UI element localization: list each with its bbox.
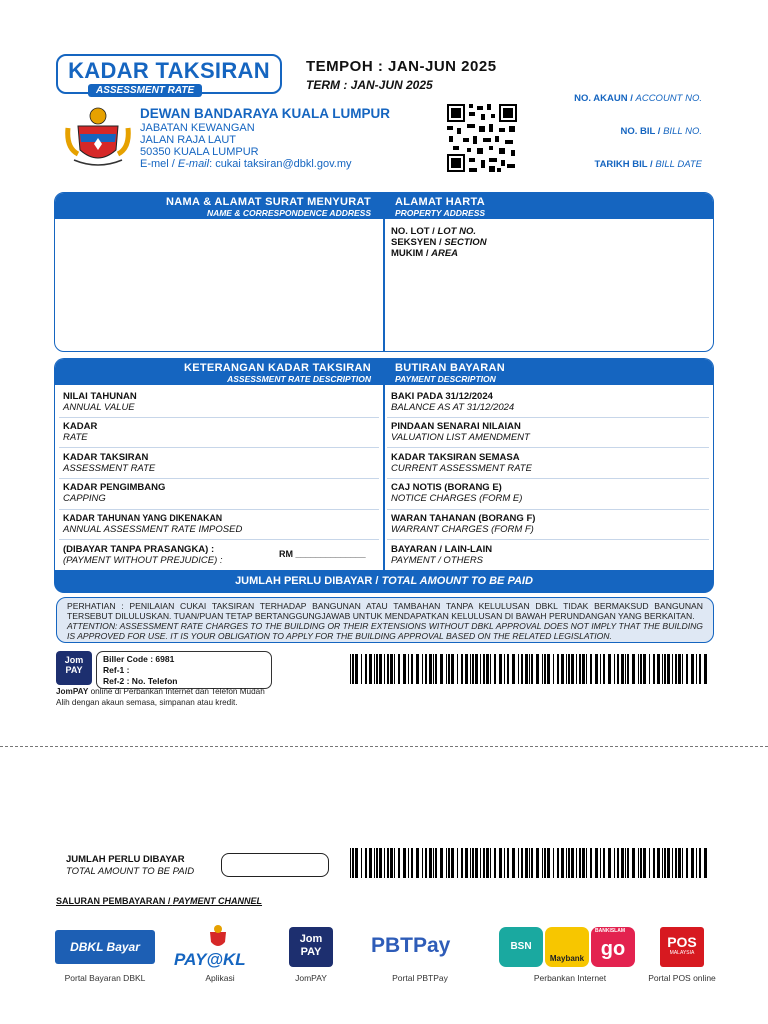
barcode-bar xyxy=(518,654,519,684)
slip-total-label-en: TOTAL AMOUNT TO BE PAID xyxy=(66,866,195,877)
barcode-bar xyxy=(691,654,694,684)
barcode-bar xyxy=(475,848,478,878)
notice-ms: PERHATIAN : PENILAIAN CUKAI TAKSIRAN TERHADAP BANGUNAN ATAU TAMBAHAN TANPA KELULUSAN DBKL TIDAK BERMAKSUD BANGUNAN TERSEBUT DILULUSKAN. TUAN/PUAN TETAP BERTANGGUNGJAWAB UNTUK MENDAPATKAN KELULUSAN DI BAWAH PERUNDANGAN YANG BERKAITAN. xyxy=(67,601,703,621)
barcode-bar xyxy=(521,848,523,878)
barcode-bar xyxy=(553,848,554,878)
qr-code-icon[interactable] xyxy=(445,102,519,174)
barcode-bar xyxy=(521,654,523,684)
barcode-bar xyxy=(350,848,351,878)
barcode-bar xyxy=(490,848,491,878)
bank-islam-go-logo[interactable]: go xyxy=(591,927,635,967)
barcode-bar xyxy=(547,654,550,684)
barcode-bar xyxy=(586,654,587,684)
barcode-bar xyxy=(384,654,385,684)
barcode-bar xyxy=(365,654,367,684)
area-label: MUKIM / AREA xyxy=(391,248,459,259)
notice-en: ATTENTION: ASSESSMENT RATE CHARGES TO THE BUILDING OR THEIR EXTENSIONS WITHOUT DBKL APPROVAL DOES NOT IMPLY THAT THE BUILDING IS APPROVED FOR USE. IT IS YOUR OBLIGATION TO APPLY FOR THE BUILDING APPROVAL BASED ON THE RELATED LEGISLATION. xyxy=(67,621,703,641)
logo-title: KADAR TAKSIRAN xyxy=(68,58,270,83)
address-line-1: JALAN RAJA LAUT xyxy=(140,134,236,146)
term-title: TERM : JAN-JUN 2025 xyxy=(306,78,433,92)
barcode-bar xyxy=(361,654,362,684)
barcode-bar xyxy=(416,848,419,878)
barcode-bar xyxy=(667,654,670,684)
barcode-bar xyxy=(678,848,681,878)
assessment-rate-label-en: ASSESSMENT RATE xyxy=(63,463,156,474)
barcode-bar xyxy=(640,848,642,878)
barcode-bar xyxy=(355,654,358,684)
jompay-channel-logo[interactable]: Jom PAY xyxy=(289,927,333,967)
barcode-bar xyxy=(682,654,683,684)
barcode-icon xyxy=(350,654,710,684)
payment-others-label-en: PAYMENT / OTHERS xyxy=(391,555,484,566)
cut-line xyxy=(0,746,768,747)
barcode-bar xyxy=(507,654,509,684)
barcode-bar xyxy=(566,848,567,878)
barcode-bar xyxy=(490,654,491,684)
jompay-logo-icon: Jom PAY xyxy=(56,651,92,685)
barcode-bar xyxy=(561,654,564,684)
barcode-bar xyxy=(499,848,502,878)
barcode-bar xyxy=(398,654,400,684)
barcode-bar xyxy=(682,848,683,878)
valuation-amend-label-en: VALUATION LIST AMENDMENT xyxy=(391,432,530,443)
barcode-bar xyxy=(435,654,437,684)
barcode-bar xyxy=(446,654,447,684)
row-divider xyxy=(387,447,709,448)
barcode-bar xyxy=(657,848,660,878)
barcode-bar xyxy=(448,654,450,684)
barcode-bar xyxy=(571,654,574,684)
barcode-bar xyxy=(590,654,592,684)
caption-app: Aplikasi xyxy=(205,973,235,983)
jompay-note: JomPAY online di Perbankan Internet dan Telefon Mudah Alih dengan akaun semasa, simpanan atau kredit. xyxy=(56,687,265,707)
valuation-amend-label: PINDAAN SENARAI NILAIAN xyxy=(391,421,521,432)
row-divider xyxy=(59,478,379,479)
barcode-bar xyxy=(542,654,543,684)
slip-barcode-icon xyxy=(350,848,710,878)
rate-divider xyxy=(383,385,385,570)
annual-value-label: NILAI TAHUNAN xyxy=(63,391,137,402)
barcode-bar xyxy=(512,848,515,878)
current-rate-label-en: CURRENT ASSESSMENT RATE xyxy=(391,463,532,474)
barcode-bar xyxy=(595,848,598,878)
maybank-logo[interactable]: Maybank xyxy=(545,927,589,967)
barcode-bar xyxy=(632,654,635,684)
barcode-bar xyxy=(387,654,389,684)
bill-date-label: TARIKH BIL / BILL DATE xyxy=(594,159,702,170)
slip-total-field[interactable] xyxy=(221,853,329,877)
barcode-bar xyxy=(525,848,528,878)
payment-desc-title: BUTIRAN BAYARAN xyxy=(395,362,506,374)
barcode-bar xyxy=(621,848,624,878)
barcode-bar xyxy=(398,848,400,878)
paykl-crest-icon xyxy=(204,924,232,952)
barcode-bar xyxy=(649,654,650,684)
barcode-bar xyxy=(675,654,677,684)
biller-code: Biller Code : 6981 xyxy=(103,654,175,664)
caption-pos: Portal POS online xyxy=(648,973,716,983)
barcode-bar xyxy=(457,654,458,684)
barcode-bar xyxy=(582,848,585,878)
barcode-bar xyxy=(571,848,574,878)
barcode-bar xyxy=(451,848,454,878)
barcode-bar xyxy=(608,848,611,878)
barcode-bar xyxy=(544,654,546,684)
barcode-bar xyxy=(696,654,697,684)
assessment-rate-label: KADAR TAKSIRAN xyxy=(63,452,149,463)
barcode-bar xyxy=(387,848,389,878)
barcode-bar xyxy=(425,654,427,684)
barcode-bar xyxy=(457,848,458,878)
barcode-bar xyxy=(504,654,505,684)
barcode-bar xyxy=(352,654,354,684)
barcode-bar xyxy=(542,848,543,878)
barcode-bar xyxy=(643,848,646,878)
barcode-bar xyxy=(376,654,378,684)
row-divider xyxy=(59,417,379,418)
payment-channel-title: SALURAN PEMBAYARAN / PAYMENT CHANNEL xyxy=(56,896,263,906)
caption-internet-banking: Perbankan Internet xyxy=(533,973,607,983)
barcode-bar xyxy=(643,654,646,684)
rate-label-en: RATE xyxy=(63,432,88,443)
barcode-bar xyxy=(582,654,585,684)
barcode-bar xyxy=(627,654,629,684)
balance-label-en: BALANCE AS AT 31/12/2024 xyxy=(391,402,515,413)
barcode-bar xyxy=(576,654,577,684)
barcode-bar xyxy=(361,848,362,878)
total-amount-bar: JUMLAH PERLU DIBAYAR / TOTAL AMOUNT TO BE PAID xyxy=(54,570,714,593)
barcode-bar xyxy=(561,848,564,878)
property-subtitle: PROPERTY ADDRESS xyxy=(395,208,486,218)
payment-desc-subtitle: PAYMENT DESCRIPTION xyxy=(395,374,496,384)
barcode-bar xyxy=(625,654,626,684)
barcode-bar xyxy=(614,654,615,684)
barcode-bar xyxy=(480,654,481,684)
barcode-bar xyxy=(470,848,471,878)
barcode-bar xyxy=(461,654,463,684)
barcode-bar xyxy=(475,654,478,684)
barcode-bar xyxy=(557,848,559,878)
row-divider xyxy=(387,509,709,510)
barcode-bar xyxy=(429,654,432,684)
barcode-bar xyxy=(429,848,432,878)
barcode-bar xyxy=(480,848,481,878)
barcode-bar xyxy=(614,848,615,878)
barcode-bar xyxy=(557,654,559,684)
address-divider xyxy=(383,219,385,351)
barcode-bar xyxy=(653,654,655,684)
barcode-bar xyxy=(470,654,471,684)
barcode-bar xyxy=(617,848,619,878)
email-line: E-mel / E-mail: cukai taksiran@dbkl.gov.my xyxy=(140,158,352,170)
row-divider xyxy=(387,539,709,540)
barcode-bar xyxy=(448,848,450,878)
barcode-bar xyxy=(494,848,496,878)
barcode-bar xyxy=(653,848,655,878)
barcode-bar xyxy=(374,848,375,878)
barcode-bar xyxy=(704,848,707,878)
barcode-bar xyxy=(621,654,624,684)
annual-imposed-label-en: ANNUAL ASSESSMENT RATE IMPOSED xyxy=(63,524,243,535)
barcode-bar xyxy=(672,848,673,878)
barcode-bar xyxy=(586,848,587,878)
barcode-bar xyxy=(451,654,454,684)
barcode-bar xyxy=(576,848,577,878)
barcode-bar xyxy=(504,848,505,878)
barcode-bar xyxy=(369,654,372,684)
barcode-bar xyxy=(600,654,601,684)
barcode-bar xyxy=(507,848,509,878)
barcode-bar xyxy=(352,848,354,878)
barcode-bar xyxy=(531,654,533,684)
rate-desc-subtitle: ASSESSMENT RATE DESCRIPTION xyxy=(227,374,371,384)
biller-box xyxy=(96,651,272,689)
attention-notice xyxy=(56,597,714,643)
account-no-label: NO. AKAUN / ACCOUNT NO. xyxy=(574,93,702,104)
notice-charges-label-en: NOTICE CHARGES (FORM E) xyxy=(391,493,523,504)
capping-label: KADAR PENGIMBANG xyxy=(63,482,166,493)
caption-pbtpay: Portal PBTPay xyxy=(392,973,448,983)
without-prejudice-label-en: (PAYMENT WITHOUT PREJUDICE) : xyxy=(63,555,223,566)
pos-logo[interactable]: POS MALAYSIA xyxy=(660,927,704,967)
barcode-bar xyxy=(394,654,395,684)
row-divider xyxy=(59,509,379,510)
address-panel xyxy=(54,192,714,352)
barcode-bar xyxy=(403,654,406,684)
row-divider xyxy=(59,447,379,448)
barcode-bar xyxy=(390,848,393,878)
ref2: Ref-2 : No. Telefon xyxy=(103,676,178,686)
barcode-bar xyxy=(625,848,626,878)
barcode-bar xyxy=(632,848,635,878)
barcode-bar xyxy=(686,848,688,878)
barcode-bar xyxy=(672,654,673,684)
barcode-bar xyxy=(536,654,539,684)
bill-no-label: NO. BIL / BILL NO. xyxy=(620,126,702,137)
barcode-bar xyxy=(686,654,688,684)
row-divider xyxy=(387,478,709,479)
rate-panel-header xyxy=(55,359,713,385)
bank-islam-label: BANKISLAM xyxy=(595,928,625,934)
dept-name: JABATAN KEWANGAN xyxy=(140,122,255,134)
barcode-bar xyxy=(638,654,639,684)
barcode-bar xyxy=(425,848,427,878)
barcode-bar xyxy=(678,654,681,684)
barcode-bar xyxy=(365,848,367,878)
barcode-bar xyxy=(394,848,395,878)
barcode-bar xyxy=(486,654,489,684)
dbkl-bayar-logo[interactable]: DBKL Bayar xyxy=(55,930,155,964)
correspondence-title: NAMA & ALAMAT SURAT MENYURAT xyxy=(166,196,371,208)
barcode-bar xyxy=(529,848,530,878)
barcode-bar xyxy=(411,654,413,684)
ref1: Ref-1 : xyxy=(103,665,130,675)
barcode-bar xyxy=(595,654,598,684)
barcode-bar xyxy=(486,848,489,878)
barcode-bar xyxy=(531,848,533,878)
barcode-bar xyxy=(483,848,485,878)
current-rate-label: KADAR TAKSIRAN SEMASA xyxy=(391,452,520,463)
barcode-bar xyxy=(376,848,378,878)
barcode-bar xyxy=(435,848,437,878)
warrant-charges-label-en: WARRANT CHARGES (FORM F) xyxy=(391,524,534,535)
barcode-bar xyxy=(499,654,502,684)
barcode-bar xyxy=(640,654,642,684)
barcode-bar xyxy=(446,848,447,878)
barcode-bar xyxy=(699,848,701,878)
capping-label-en: CAPPING xyxy=(63,493,106,504)
caption-dbkl: Portal Bayaran DBKL xyxy=(64,973,146,983)
section-label: SEKSYEN / SECTION xyxy=(391,237,487,248)
barcode-bar xyxy=(608,654,611,684)
barcode-bar xyxy=(416,654,419,684)
row-divider xyxy=(387,417,709,418)
property-title: ALAMAT HARTA xyxy=(395,196,485,208)
barcode-bar xyxy=(379,654,382,684)
caption-jompay: JomPAY xyxy=(295,973,327,983)
logo-subtitle: ASSESSMENT RATE xyxy=(88,84,202,97)
barcode-bar xyxy=(433,848,434,878)
barcode-bar xyxy=(568,654,570,684)
barcode-bar xyxy=(422,848,423,878)
correspondence-subtitle: NAME & CORRESPONDENCE ADDRESS xyxy=(206,208,371,218)
barcode-bar xyxy=(433,654,434,684)
barcode-bar xyxy=(483,654,485,684)
barcode-bar xyxy=(568,848,570,878)
barcode-bar xyxy=(440,654,443,684)
slip-total-label: JUMLAH PERLU DIBAYAR xyxy=(66,854,185,865)
barcode-bar xyxy=(638,848,639,878)
paykl-logo[interactable]: PAY@KL xyxy=(174,950,246,969)
without-prejudice-label: (DIBAYAR TANPA PRASANGKA) : xyxy=(63,544,215,555)
barcode-bar xyxy=(408,848,409,878)
period-title: TEMPOH : JAN-JUN 2025 xyxy=(306,58,497,75)
address-panel-header xyxy=(55,193,713,219)
barcode-bar xyxy=(529,654,530,684)
barcode-bar xyxy=(379,848,382,878)
org-name: DEWAN BANDARAYA KUALA LUMPUR xyxy=(140,106,391,121)
barcode-bar xyxy=(422,654,423,684)
barcode-bar xyxy=(390,654,393,684)
barcode-bar xyxy=(411,848,413,878)
barcode-bar xyxy=(547,848,550,878)
rate-desc-title: KETERANGAN KADAR TAKSIRAN xyxy=(184,362,371,374)
barcode-bar xyxy=(465,848,468,878)
barcode-bar xyxy=(667,848,670,878)
barcode-bar xyxy=(494,654,496,684)
barcode-bar xyxy=(603,848,605,878)
barcode-bar xyxy=(536,848,539,878)
barcode-bar xyxy=(579,848,581,878)
barcode-bar xyxy=(675,848,677,878)
barcode-bar xyxy=(525,654,528,684)
annual-imposed-label: KADAR TAHUNAN YANG DIKENAKAN xyxy=(63,513,223,523)
barcode-bar xyxy=(440,848,443,878)
barcode-bar xyxy=(579,654,581,684)
barcode-bar xyxy=(627,848,629,878)
barcode-bar xyxy=(617,654,619,684)
barcode-bar xyxy=(600,848,601,878)
barcode-bar xyxy=(355,848,358,878)
barcode-bar xyxy=(590,848,592,878)
barcode-bar xyxy=(544,848,546,878)
barcode-bar xyxy=(472,654,474,684)
barcode-bar xyxy=(553,654,554,684)
barcode-bar xyxy=(518,848,519,878)
barcode-bar xyxy=(374,654,375,684)
address-line-2: 50350 KUALA LUMPUR xyxy=(140,146,259,158)
dbkl-crest-icon xyxy=(64,104,132,172)
rm-field: RM ______________ xyxy=(279,549,366,559)
barcode-bar xyxy=(465,654,468,684)
barcode-bar xyxy=(657,654,660,684)
barcode-bar xyxy=(472,848,474,878)
warrant-charges-label: WARAN TAHANAN (BORANG F) xyxy=(391,513,536,524)
barcode-bar xyxy=(603,654,605,684)
barcode-bar xyxy=(512,654,515,684)
barcode-bar xyxy=(566,654,567,684)
barcode-bar xyxy=(662,654,663,684)
barcode-bar xyxy=(704,654,707,684)
barcode-bar xyxy=(699,654,701,684)
barcode-bar xyxy=(691,848,694,878)
notice-charges-label: CAJ NOTIS (BORANG E) xyxy=(391,482,502,493)
barcode-bar xyxy=(461,848,463,878)
pbtpay-logo[interactable]: PBTPay xyxy=(371,934,451,957)
barcode-bar xyxy=(649,848,650,878)
barcode-bar xyxy=(369,848,372,878)
annual-value-label-en: ANNUAL VALUE xyxy=(63,402,135,413)
barcode-bar xyxy=(403,848,406,878)
lot-label: NO. LOT / LOT NO. xyxy=(391,226,476,237)
row-divider xyxy=(59,539,379,540)
barcode-bar xyxy=(662,848,663,878)
bsn-logo[interactable]: BSN xyxy=(499,927,543,967)
barcode-bar xyxy=(696,848,697,878)
rate-label: KADAR xyxy=(63,421,98,432)
barcode-bar xyxy=(384,848,385,878)
barcode-bar xyxy=(664,654,666,684)
barcode-bar xyxy=(408,654,409,684)
barcode-bar xyxy=(350,654,351,684)
rate-panel xyxy=(54,358,714,570)
balance-label: BAKI PADA 31/12/2024 xyxy=(391,391,493,402)
payment-others-label: BAYARAN / LAIN-LAIN xyxy=(391,544,493,555)
barcode-bar xyxy=(664,848,666,878)
